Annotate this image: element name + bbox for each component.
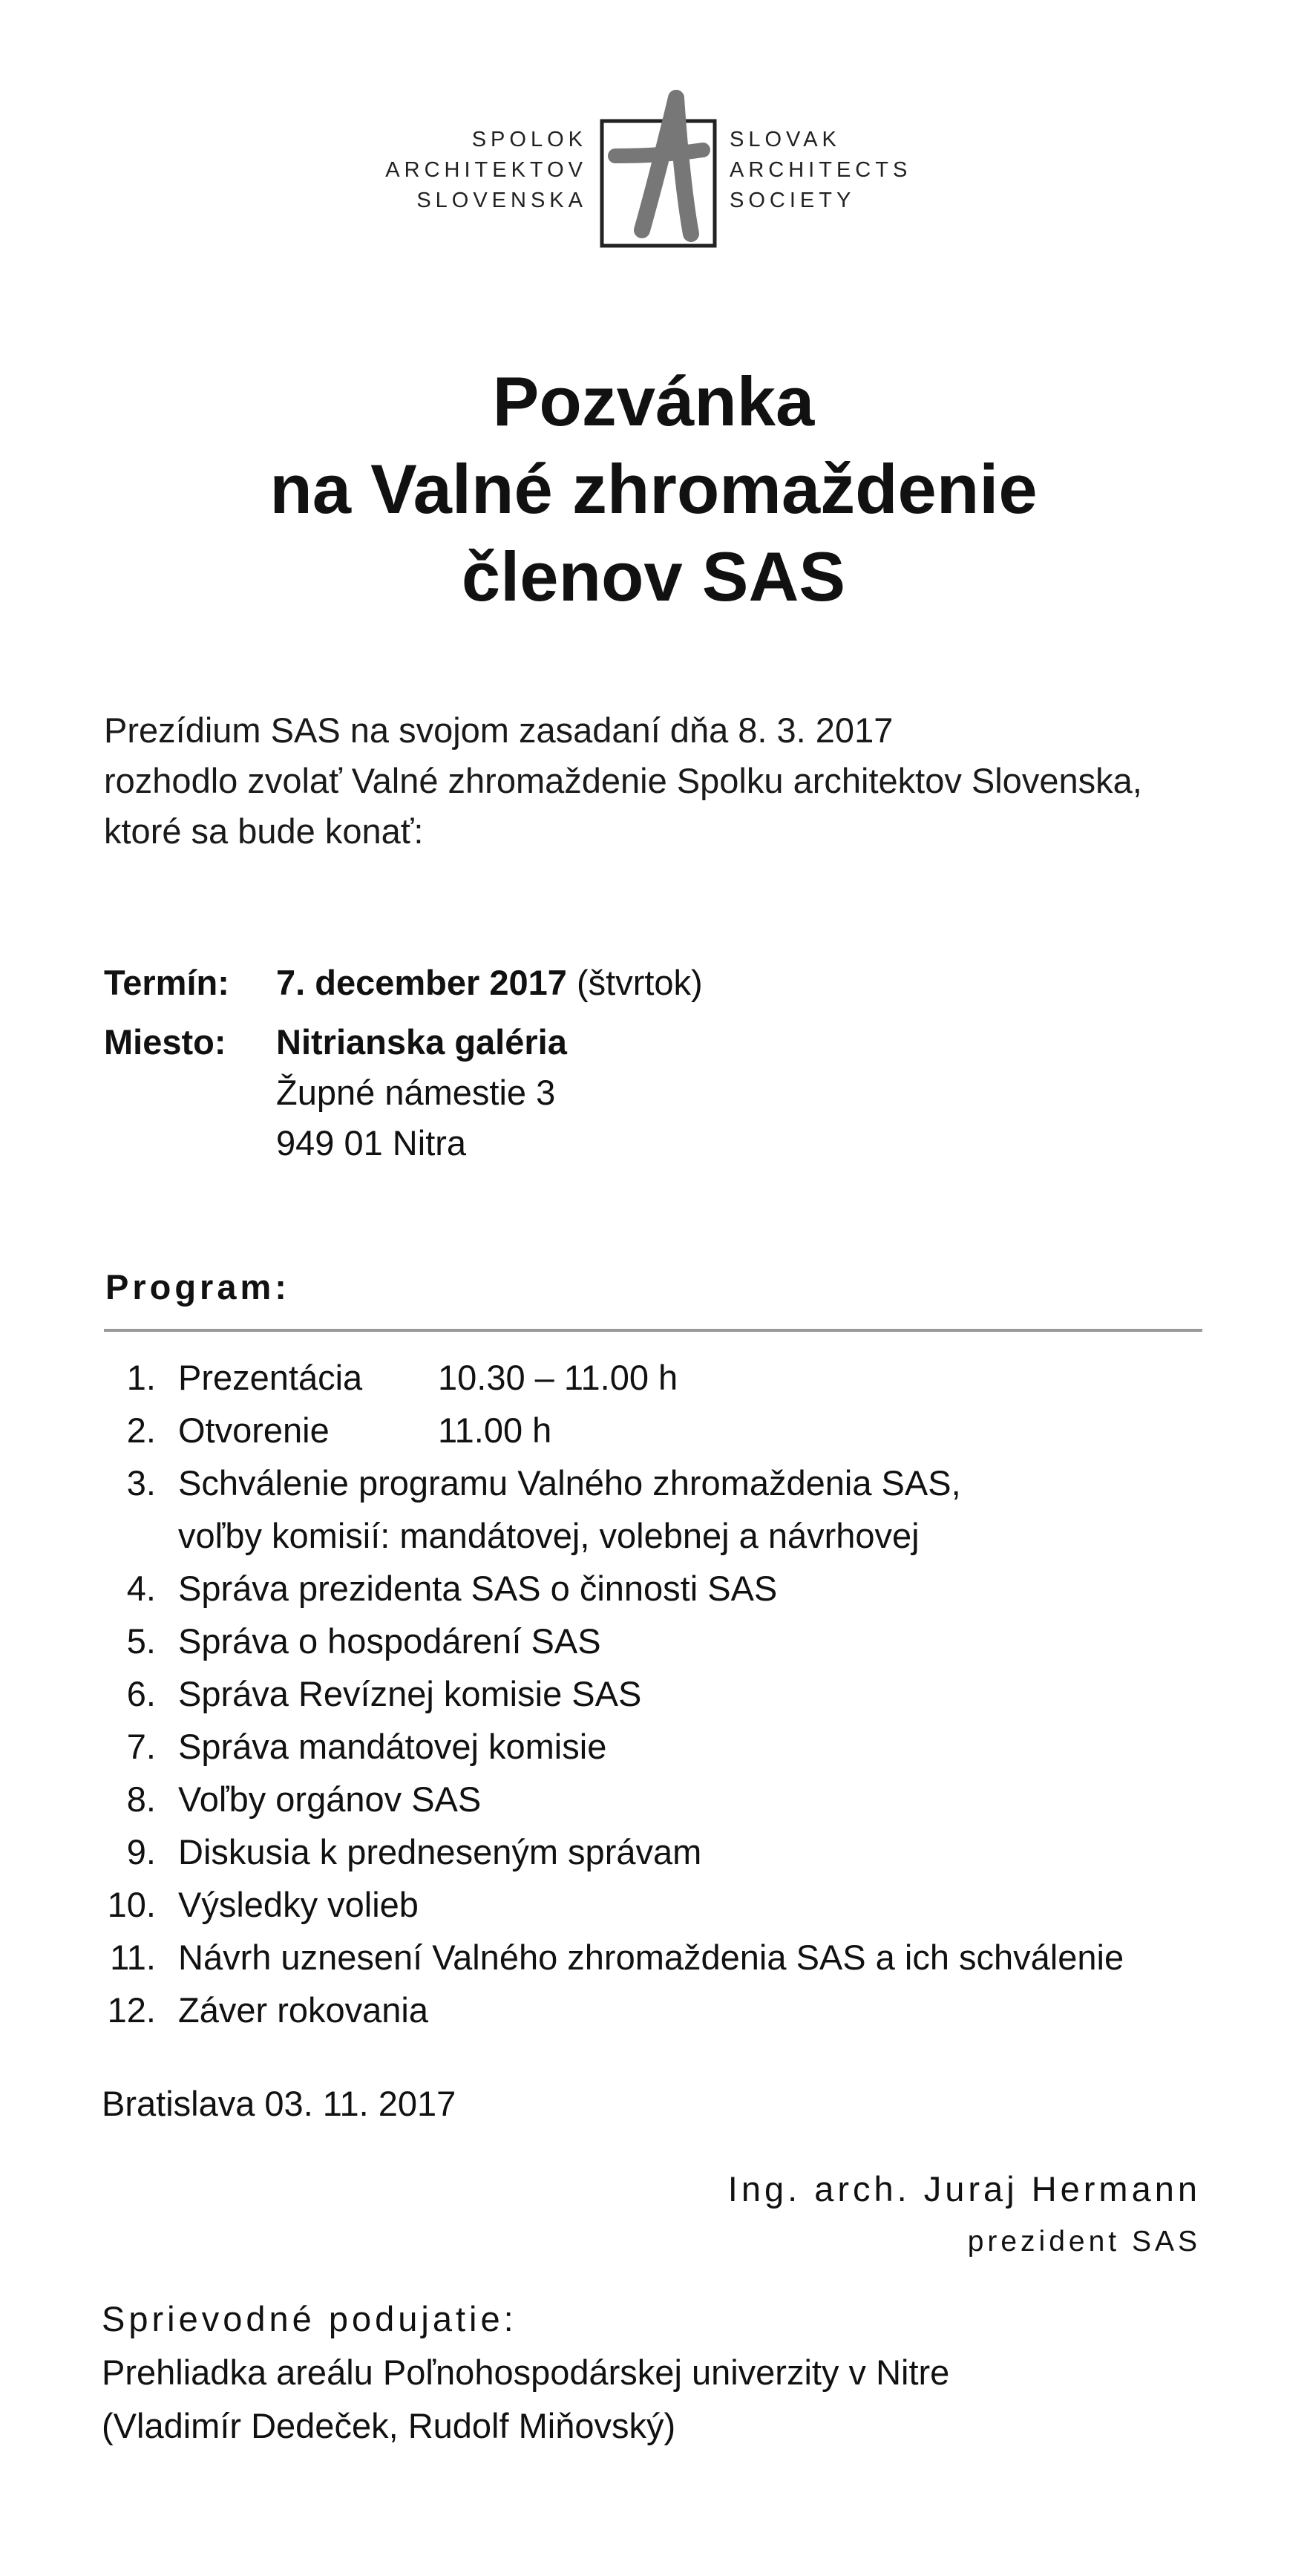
program-item (104, 1562, 1262, 1615)
program-item-text: Správa mandátovej komisie (178, 1727, 607, 1766)
program-item-text: Voľby orgánov SAS (178, 1779, 482, 1819)
place-city: 949 01 Nitra (276, 1123, 467, 1163)
term-row (104, 958, 1217, 1008)
program-item-number: 6. (126, 1674, 156, 1713)
place-name: Nitrianska galéria (276, 1022, 567, 1062)
program-item-text-continued: voľby komisií: mandátovej, volebnej a návrhovej (178, 1516, 920, 1555)
program-item-text: Schválenie programu Valného zhromaždenia SAS, (178, 1463, 961, 1503)
program-item-text: Správa o hospodárení SAS (178, 1621, 601, 1661)
term-label: Termín: (104, 963, 229, 1002)
place-and-date: Bratislava 03. 11. 2017 (102, 2084, 456, 2123)
program-item-number: 5. (126, 1621, 156, 1661)
title-line-2: na Valné zhromaždenie (269, 450, 1038, 528)
place-street: Župné námestie 3 (276, 1073, 556, 1112)
program-item (104, 1825, 1262, 1878)
logo-left-line-1: SPOLOK (471, 128, 587, 151)
program-item-number: 2. (126, 1410, 156, 1450)
program-item (104, 1931, 1262, 1984)
term-day: (štvrtok) (577, 963, 703, 1002)
program-item-number: 10. (107, 1885, 156, 1924)
program-item-text: Výsledky volieb (178, 1885, 419, 1924)
program-item-text: Správa prezidenta SAS o činnosti SAS (178, 1569, 778, 1608)
program-item-number: 7. (126, 1727, 156, 1766)
place-row (104, 1017, 1217, 1168)
accompanying-event-line-1: Prehliadka areálu Poľnohospodárskej univerzity v Nitre (102, 2353, 950, 2392)
program-divider (104, 1329, 1202, 1332)
logo-left-line-3: SLOVENSKA (416, 189, 587, 212)
program-item-number: 12. (107, 1990, 156, 2030)
accompanying-event-text (102, 2346, 949, 2453)
title-line-3: členov SAS (461, 537, 846, 615)
program-item (104, 1720, 1262, 1773)
logo-right-line-3: SOCIETY (730, 189, 856, 212)
program-item (104, 1351, 1262, 1404)
event-details (104, 958, 1217, 1168)
logo-left-line-2: ARCHITEKTOV (385, 158, 587, 182)
logo-text-right (730, 125, 911, 216)
program-item (104, 1878, 1262, 1931)
signature-role: prezident SAS (967, 2226, 1201, 2258)
accompanying-event-heading: Sprievodné podujatie: (102, 2299, 517, 2338)
page-title (0, 358, 1307, 621)
program-item (104, 1457, 1262, 1562)
program-item-text: Otvorenie (178, 1410, 330, 1450)
program-item-number: 8. (126, 1779, 156, 1819)
logo (0, 82, 1307, 252)
term-value (276, 958, 1217, 1008)
program-item (104, 1667, 1262, 1720)
program-list (104, 1351, 1262, 2036)
program-item-number: 1. (126, 1358, 156, 1397)
program-item (104, 1984, 1262, 2036)
program-item-text: Záver rokovania (178, 1990, 428, 2030)
logo-right-line-2: ARCHITECTS (730, 158, 912, 182)
place-label: Miesto: (104, 1022, 226, 1062)
program-item-text: Návrh uznesení Valného zhromaždenia SAS a ich schválenie (178, 1938, 1124, 1977)
program-item-number: 4. (126, 1569, 156, 1608)
program-item (104, 1773, 1262, 1825)
intro-line-1: Prezídium SAS na svojom zasadaní dňa 8. 3. 2017 (104, 710, 894, 750)
program-item-text: Správa Revíznej komisie SAS (178, 1674, 642, 1713)
program-heading: Program: (105, 1267, 290, 1307)
intro-line-2: rozhodlo zvolať Valné zhromaždenie Spolku architektov Slovenska, (104, 761, 1142, 800)
program-item (104, 1404, 1262, 1457)
program-item-time: 11.00 h (438, 1410, 552, 1450)
intro-line-3: ktoré sa bude konať: (104, 811, 424, 851)
term-date: 7. december 2017 (276, 963, 567, 1002)
program-item-text: Diskusia k predneseným správam (178, 1832, 702, 1871)
accompanying-event-line-2: (Vladimír Dedeček, Rudolf Miňovský) (102, 2406, 676, 2445)
letter-a-logo-icon (599, 82, 718, 249)
program-item-number: 9. (126, 1832, 156, 1871)
program-item (104, 1615, 1262, 1667)
logo-text-left (385, 125, 587, 216)
place-value (276, 1017, 1217, 1168)
program-item-number: 11. (110, 1938, 156, 1977)
program-item-time: 10.30 – 11.00 h (438, 1358, 678, 1397)
logo-right-line-1: SLOVAK (730, 128, 841, 151)
title-line-1: Pozvánka (492, 362, 815, 440)
intro-paragraph (104, 705, 1232, 857)
program-item-text: Prezentácia (178, 1358, 363, 1397)
program-item-number: 3. (126, 1463, 156, 1503)
signature-name: Ing. arch. Juraj Hermann (727, 2169, 1201, 2209)
